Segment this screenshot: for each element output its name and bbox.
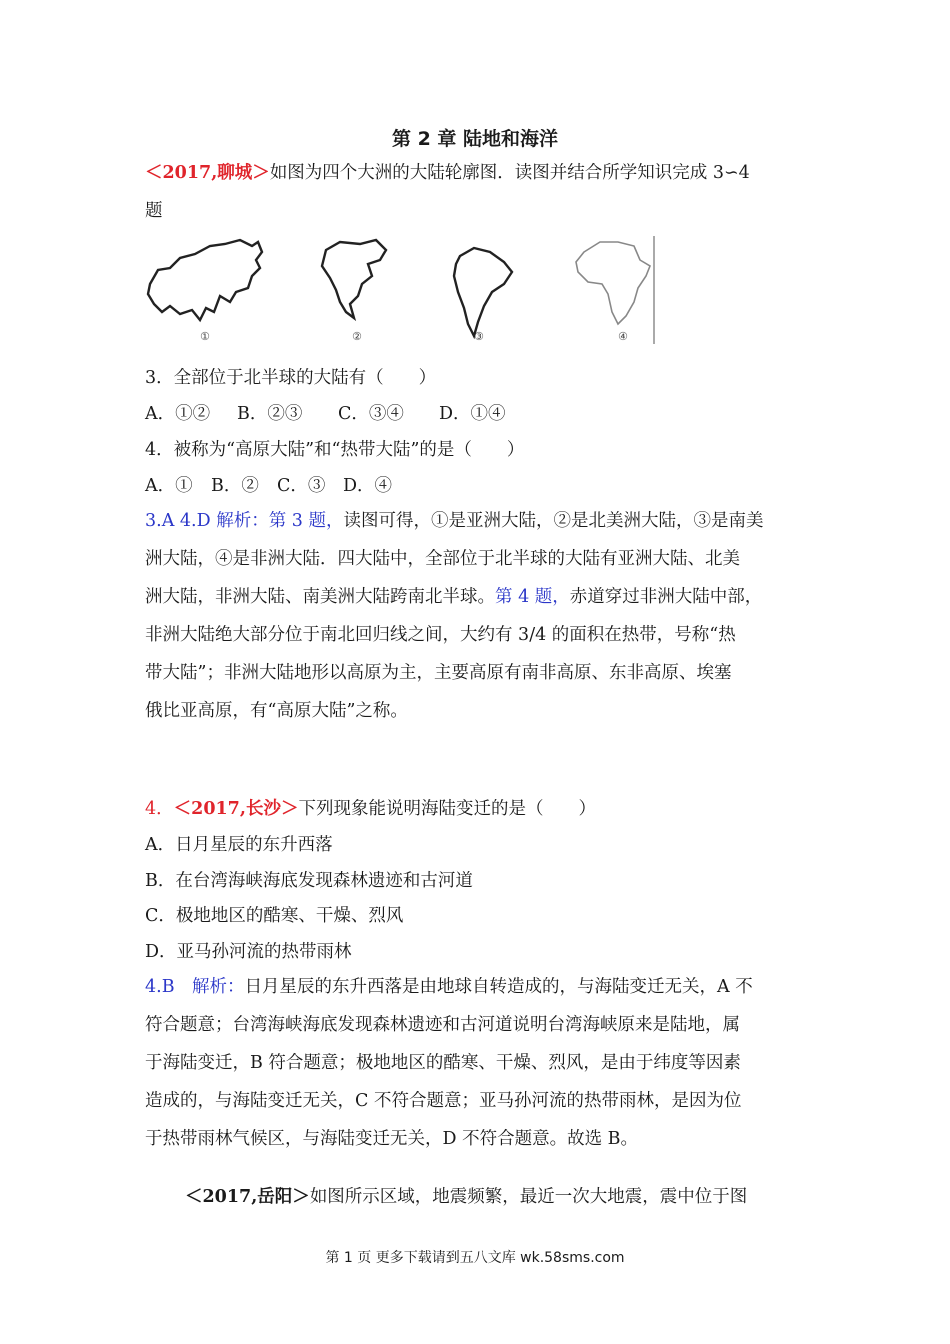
q1-answer-text3c: 赤道穿过非洲大陆中部，: [569, 587, 763, 607]
q3-option-c[interactable]: C．③④: [338, 404, 404, 424]
q1-answer-line1: [145, 510, 763, 532]
q4-option-c[interactable]: C．③: [277, 476, 326, 496]
q2-option-d[interactable]: D．亚马孙河流的热带雨林: [145, 942, 352, 962]
q3-stem-line: [185, 1186, 747, 1208]
q2-answer-line5: 于热带雨林气候区，与海陆变迁无关，D 不符合题意。故选 B。: [145, 1129, 639, 1149]
south-america-outline: [454, 248, 512, 336]
q1-answer-line2: 洲大陆，④是非洲大陆．四大陆中，全部位于北半球的大陆有亚洲大陆、北美: [145, 549, 740, 569]
q1-answer-text1: 读图可得，①是亚洲大陆，②是北美洲大陆，③是南美: [343, 511, 764, 531]
q2-stem: 下列现象能说明海陆变迁的是（ ）: [298, 799, 596, 819]
q4-option-d[interactable]: D．④: [343, 476, 393, 496]
q3-options: [145, 403, 506, 425]
q2-option-c[interactable]: C．极地地区的酷寒、干燥、烈风: [145, 906, 404, 926]
q3-option-b[interactable]: B．②③: [237, 404, 303, 424]
q2-source-tag: ＜2017,长沙＞: [173, 799, 299, 819]
q4-stem: 4．被称为“高原大陆”和“热带大陆”的是（ ）: [145, 440, 525, 460]
page-footer: 第 1 页 更多下载请到五八文库 wk.58sms.com: [325, 1250, 625, 1266]
q1-answer-key: 3.A 4.D 解析：第 3 题，: [145, 511, 344, 531]
q1-answer-text3a: 洲大陆，非洲大陆、南美洲大陆跨南北半球。: [145, 587, 495, 607]
q1-intro: 如图为四个大洲的大陆轮廓图．读图并结合所学知识完成 3∽4: [269, 163, 750, 183]
q2-answer-text1: 日月星辰的东升西落是由地球自转造成的，与海陆变迁无关，A 不: [244, 977, 753, 997]
q4-option-a[interactable]: A．①: [145, 476, 193, 496]
q1-answer-line4: 非洲大陆绝大部分位于南北回归线之间，大约有 3/4 的面积在热带，号称“热: [145, 625, 736, 645]
q3-stem: 如图所示区域，地震频繁，最近一次大地震，震中位于图: [309, 1187, 748, 1207]
q3-stem: 3．全部位于北半球的大陆有（ ）: [145, 368, 437, 388]
q1-answer-line3: [145, 586, 762, 608]
q1-answer-line6: 俄比亚高原，有“高原大陆”之称。: [145, 701, 408, 721]
q2-option-a[interactable]: A．日月星辰的东升西落: [145, 835, 333, 855]
q3-option-a[interactable]: A．①②: [145, 404, 211, 424]
q1-source-tag: ＜2017,聊城＞: [145, 163, 270, 183]
q1-intro-line2: 题: [145, 201, 163, 221]
q2-answer-line2: 符合题意；台湾海峡海底发现森林遗迹和古河道说明台湾海峡原来是陆地，属: [145, 1015, 740, 1035]
north-america-outline: [322, 240, 386, 318]
q4-options: [145, 475, 392, 497]
q2-stem-line: [145, 798, 596, 820]
map-label-2: ②: [352, 330, 362, 343]
q2-option-b[interactable]: B．在台湾海峡海底发现森林遗迹和古河道: [145, 871, 473, 891]
asia-outline: [148, 240, 262, 320]
q4-option-b[interactable]: B．②: [211, 476, 259, 496]
q2-answer-key: 4.B 解析：: [145, 977, 245, 997]
map-label-4: ④: [618, 330, 628, 343]
q1-answer-line5: 带大陆”；非洲大陆地形以高原为主，主要高原有南非高原、东非高原、埃塞: [145, 663, 732, 683]
map-label-3: ③: [474, 330, 484, 343]
map-label-1: ①: [200, 330, 210, 343]
q3-option-d[interactable]: D．①④: [439, 404, 506, 424]
continent-outline-figure: [140, 232, 660, 344]
q1-intro-line: [145, 162, 750, 184]
page-title: 第 2 章 陆地和海洋: [391, 128, 559, 150]
q1-answer-q4-label: 第 4 题，: [495, 587, 570, 607]
africa-outline: [576, 242, 650, 324]
q2-number: 4．: [145, 799, 174, 819]
q3-source-tag: ＜2017,岳阳＞: [185, 1187, 310, 1207]
q2-answer-line1: [145, 976, 753, 998]
q2-answer-line3: 于海陆变迁，B 符合题意；极地地区的酷寒、干燥、烈风，是由于纬度等因素: [145, 1053, 741, 1073]
q2-answer-line4: 造成的，与海陆变迁无关，C 不符合题意；亚马孙河流的热带雨林，是因为位: [145, 1091, 742, 1111]
